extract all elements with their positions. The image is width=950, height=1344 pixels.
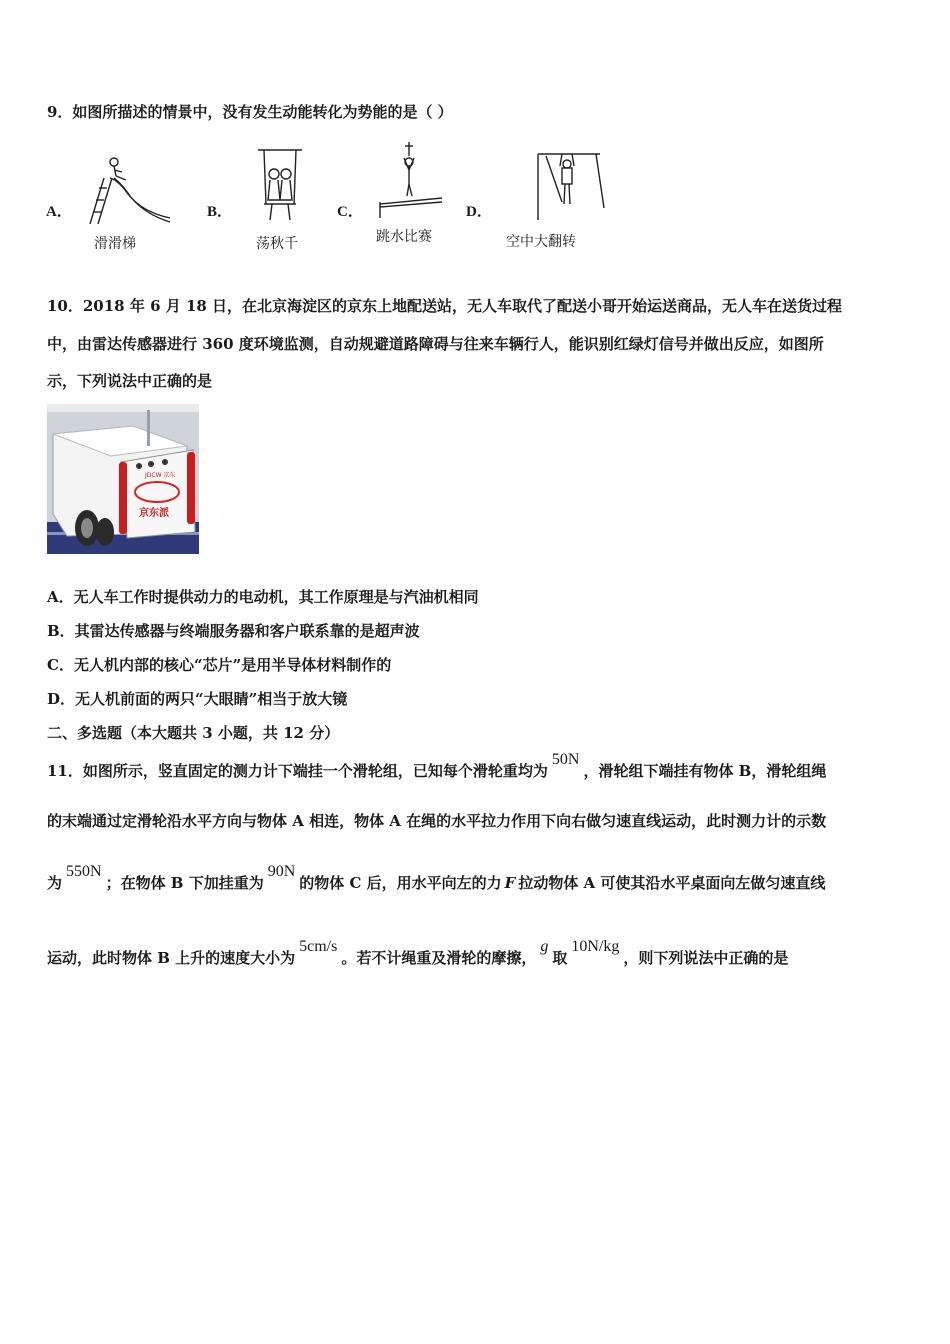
q11-line-3-text-c: 的物体 C 后，用水平向左的力 <box>299 874 502 892</box>
slide-figure-icon <box>84 150 176 228</box>
q11-line-3 <box>47 863 826 894</box>
q11-line-4-text-d: ，则下列说法中正确的是 <box>623 949 789 967</box>
q9-option-b-letter: B． <box>207 204 233 220</box>
q11-meter-reading: 550N <box>66 863 102 880</box>
bar-flip-figure-icon <box>532 148 606 224</box>
q9-stem: 9．如图所描述的情景中，没有发生动能转化为势能的是（ ） <box>47 103 453 121</box>
diving-figure-icon <box>376 140 448 222</box>
q11-line-3-text-b: ；在物体 B 下加挂重为 <box>105 874 264 892</box>
q9-option-a-letter: A． <box>46 204 72 220</box>
vehicle-brand-label: 京东派 <box>139 508 169 519</box>
q11-pulley-weight: 50N <box>551 751 580 768</box>
q9-option-d-letter: D． <box>466 204 492 220</box>
q9-option-b-caption: 荡秋千 <box>256 236 298 252</box>
q11-force-symbol: F <box>504 874 516 892</box>
section-2-title: 二、多选题（本大题共 3 小题，共 12 分） <box>47 724 340 742</box>
swing-figure-icon <box>254 146 306 228</box>
q9-option-d-caption: 空中大翻转 <box>506 234 576 250</box>
q11-speed-value: 5cm/s <box>299 938 338 955</box>
q11-line-4-text-c: 取 <box>552 949 568 967</box>
q10-option-d: D．无人机前面的两只“大眼睛”相当于放大镜 <box>47 690 348 708</box>
unmanned-vehicle-photo <box>47 404 199 554</box>
q11-line-4-text-b: 。若不计绳重及滑轮的摩擦， <box>341 949 537 967</box>
q9-option-a-caption: 滑滑梯 <box>94 236 136 252</box>
q11-line-2: 的末端通过定滑轮沿水平方向与物体 A 相连，物体 A 在绳的水平拉力作用下向右做匀速直线运动，此时测力计的示数 <box>47 812 827 830</box>
vehicle-side-label: JDCW 京东 <box>145 472 176 479</box>
q11-line-1-text-a: 11．如图所示，竖直固定的测力计下端挂一个滑轮组，已知每个滑轮重均为 <box>47 762 548 780</box>
q11-line-4 <box>47 938 789 969</box>
q11-line-3-text-d: 拉动物体 A 可使其沿水平桌面向左做匀速直线 <box>518 874 826 892</box>
q11-gravity-value: 10N/kg <box>571 938 620 955</box>
q11-line-1 <box>47 751 827 782</box>
q10-stem-line-3: 示，下列说法中正确的是 <box>47 372 213 390</box>
q10-stem-line-1: 10．2018 年 6 月 18 日，在北京海淀区的京东上地配送站，无人车取代了配送小哥开始运送商品，无人车在送货过程 <box>47 297 843 315</box>
q11-gravity-symbol: g <box>540 938 549 955</box>
unmanned-vehicle-illustration <box>47 404 199 554</box>
q10-option-b: B．其雷达传感器与终端服务器和客户联系靠的是超声波 <box>47 622 420 640</box>
q11-line-4-text-a: 运动，此时物体 B 上升的速度大小为 <box>47 949 296 967</box>
q11-line-3-text-a: 为 <box>47 874 63 892</box>
q9-option-c-caption: 跳水比赛 <box>376 229 432 245</box>
q11-object-c-weight: 90N <box>267 863 296 880</box>
q11-line-1-text-b: ，滑轮组下端挂有物体 B，滑轮组绳 <box>583 762 827 780</box>
q10-option-c: C．无人机内部的核心“芯片”是用半导体材料制作的 <box>47 656 392 674</box>
q10-option-a: A．无人车工作时提供动力的电动机，其工作原理是与汽油机相同 <box>47 588 479 606</box>
q10-stem-line-2: 中，由雷达传感器进行 360 度环境监测，自动规避道路障碍与往来车辆行人，能识别红绿灯信号并做出反应，如图所 <box>47 335 824 353</box>
q9-option-c-letter: C． <box>337 204 363 220</box>
